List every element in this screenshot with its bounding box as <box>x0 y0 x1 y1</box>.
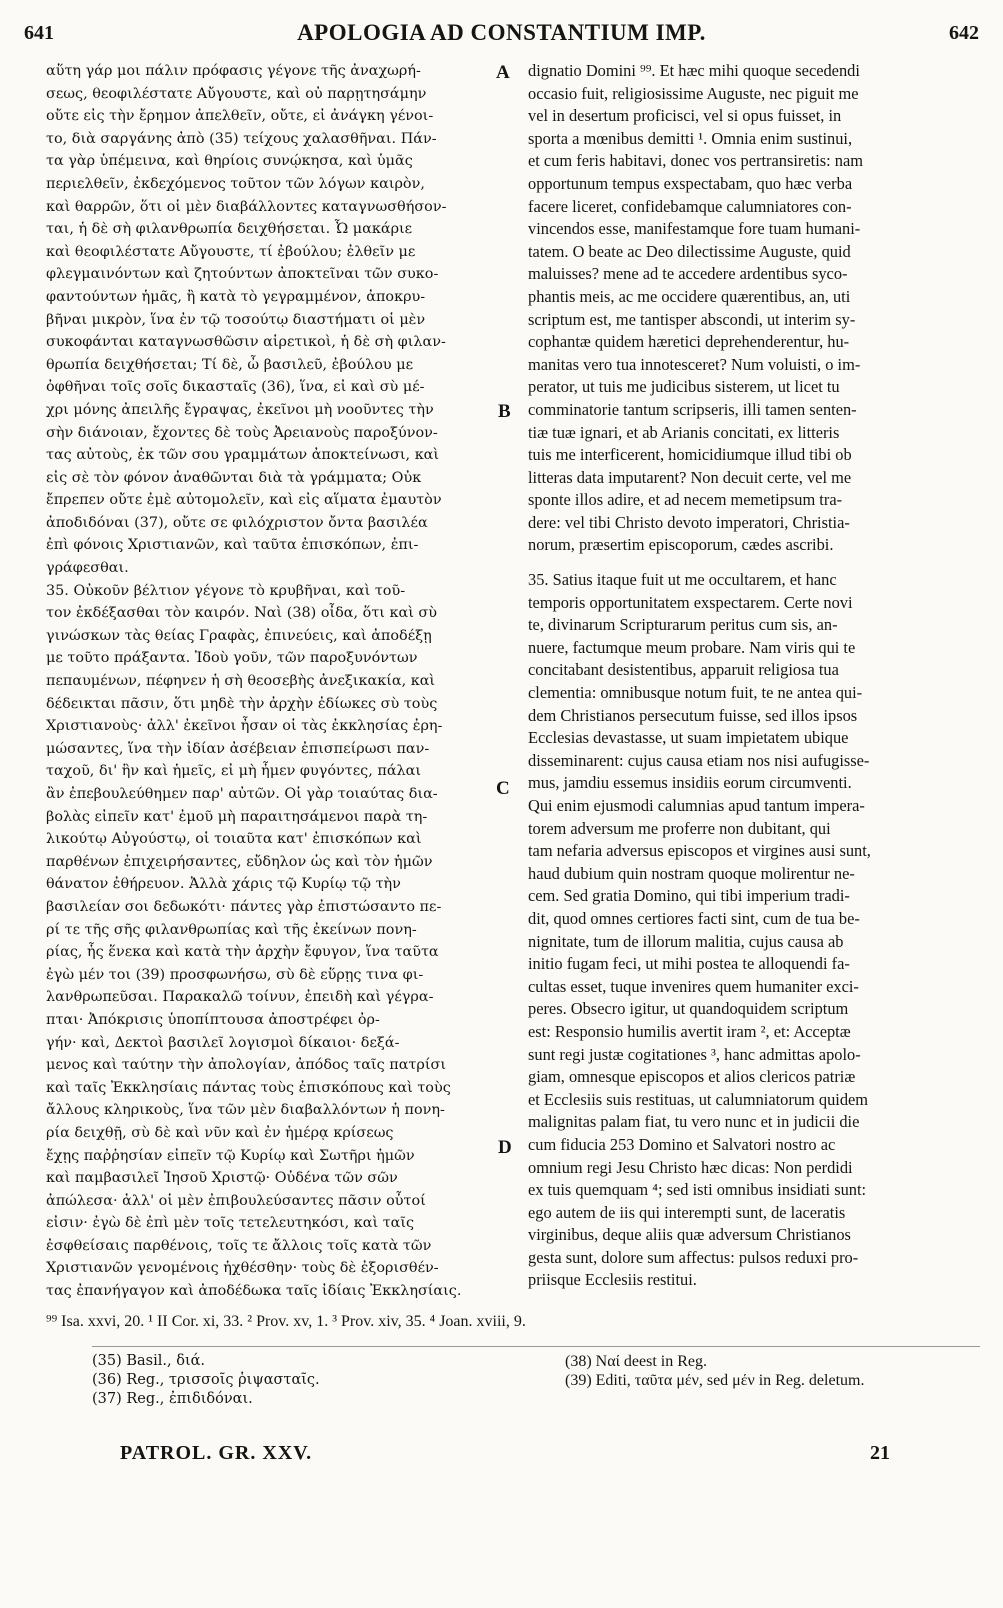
text-line: Χριστιανοὺς· ἀλλ' ἐκεῖνοι ἦσαν οἱ τὰς ἐκκλησίας ἐρη- <box>46 718 443 735</box>
text-line: μενος καὶ ταύτην τὴν ἀπολογίαν, ἀπόδος ταῖς πατρίσι <box>46 1057 446 1074</box>
text-line: concitabant desistentibus, apparuit religiosa tua <box>528 660 839 680</box>
text-line: καὶ παμβασιλεῖ Ἰησοῦ Χριστῷ· Οὐδένα τῶν σῶν <box>46 1170 398 1187</box>
variant-note: (36) Reg., τρισσοῖς ῥιψασταῖς. <box>92 1372 320 1388</box>
text-line: ἐγὼ μέν τοι (39) προσφωνήσω, σὺ δὲ εὕρῃς τινα φι- <box>46 966 424 983</box>
text-line: manitas vero tua innotesceret? Num voluisti, o im- <box>528 354 861 374</box>
text-line: 35. Οὐκοῦν βέλτιον γέγονε τὸ κρυβῆναι, καὶ τοῦ- <box>46 582 406 599</box>
text-line: Qui enim ejusmodi calumnias apud tantum impera- <box>528 796 865 815</box>
text-line: clementia: omnibusque notum fuit, te ne antea qui- <box>528 683 863 703</box>
text-line: ται, ἡ δὲ σὴ φιλανθρωπία δειχθήσεται. Ὦ μακάριε <box>46 221 413 238</box>
text-line: tatem. O beate ac Deo dilectissime Auguste, quid <box>528 241 851 261</box>
text-line: καὶ ταῖς Ἐκκλησίαις πάντας τοὺς ἐπισκόπους καὶ τοὺς <box>46 1079 451 1096</box>
text-line: sunt regi justæ cogitationes ³, hanc admittas apolo- <box>528 1044 861 1064</box>
text-line: δέδεικται πᾶσιν, ὅτι μηδὲ τὴν ἀρχὴν ἐδίωκες σὺ τοὺς <box>46 695 438 712</box>
text-line: παρθένων ἐπιχειρήσαντες, εὔδηλον ὡς καὶ τὸν ἡμῶν <box>46 853 433 870</box>
text-line: ὀφθῆναι τοῖς σοῖς δικασταῖς (36), ἵνα, εἰ καὶ σὺ μέ- <box>46 379 425 396</box>
text-line: καὶ θεοφιλέστατε Αὔγουστε, τί ἐβούλου; ἐλθεῖν με <box>46 243 416 260</box>
variant-note: (35) Basil., διά. <box>92 1353 206 1369</box>
text-line: Ecclesias devastasse, ut suam impietatem ubique <box>528 728 849 748</box>
text-line: τον ἐκδέξασθαι τὸν καιρόν. Ναὶ (38) οἶδα, ὅτι καὶ σὺ <box>46 605 437 622</box>
text-line: θάνατον ἐθήρευον. Ἀλλὰ χάρις τῷ Κυρίῳ τῷ τὴν <box>46 876 401 893</box>
text-line: dem Christianos persecutum fuisse, sed illos ipsos <box>528 705 858 725</box>
page-number-right: 642 <box>949 21 979 44</box>
text-line: γράφεσθαι. <box>46 560 129 577</box>
text-line: βασιλείαν σοι δεδωκότι· πάντες γὰρ ἐπιστώσαντο πε- <box>46 898 442 915</box>
text-line: φλεγμαινόντων καὶ ζητούντων ἀποκτεῖναι τῶν συκο- <box>46 266 439 283</box>
text-line: cophantæ quidem hæretici deprehenderentur, hu- <box>528 332 850 352</box>
text-line: αὕτη γάρ μοι πάλιν πρόφασις γέγονε τῆς ἀναχωρή- <box>46 63 421 79</box>
text-line: βολὰς εἰπεῖν κατ' ἐμοῦ μὴ παραιτησάμενοι παρὰ τη- <box>46 808 428 825</box>
text-line: nuere, factumque meum probare. Nam viris qui te <box>528 637 856 657</box>
text-line: initio fugam feci, ut mihi postea te alloquendi fa- <box>528 954 850 974</box>
text-line: γήν· καὶ, Δεκτοὶ βασιλεῖ λογισμοὶ δίκαιοι· δεξά- <box>46 1034 400 1051</box>
text-line: γινώσκων τὰς θείας Γραφὰς, ἐπινεύεις, καὶ ἀποδέξῃ <box>46 627 432 644</box>
text-line: σεως, θεοφιλέστατε Αὔγουστε, καὶ οὐ παρῃτησάμην <box>46 85 427 102</box>
text-line: οὔτε εἰς τὴν ἔρημον ἀπελθεῖν, οὔτε, εἰ ἀνάγκη γένοι- <box>46 108 434 125</box>
text-line: te, divinarum Scripturarum peritus cum sis, an- <box>528 615 838 635</box>
text-line: φαντούντων ἡμᾶς, ἢ κατὰ τὸ γεγραμμένον, ἀποκρυ- <box>46 288 426 305</box>
text-line: mus, jamdiu essemus insidiis eorum circumventi. <box>528 773 852 793</box>
text-line: ταχοῦ, δι' ἣν καὶ ἡμεῖς, εἰ μὴ ἦμεν φυγόντες, πάλαι <box>46 763 422 780</box>
text-line: εἰσιν· ἐγὼ δὲ ἐπὶ μὲν τοῖς τετελευτηκόσι, καὶ ταῖς <box>46 1215 415 1232</box>
text-line: ἐσφθείσαις παρθένοις, τοῖς τε ἄλλοις τοῖς κατὰ τῶν <box>46 1237 432 1254</box>
text-line: ἔχῃς παῤῥησίαν εἰπεῖν τῷ Κυρίῳ καὶ Σωτῆρι ἡμῶν <box>46 1147 415 1164</box>
text-line: ἄλλους κληρικοὺς, ἵνα τῶν μὲν διαβαλλόντων ἡ πονη- <box>46 1102 445 1119</box>
text-line: ρί τε τῆς σῆς φιλανθρωπίας καὶ τῆς ἐκείνων πονη- <box>46 921 417 938</box>
sheet-number: 21 <box>870 1441 890 1464</box>
text-line: temporis opportunitatem exspectarem. Certe novi <box>528 592 853 612</box>
text-line: θρωπία δειχθήσεται; Τί δὲ, ὦ βασιλεῦ, ἐβούλου με <box>46 356 414 373</box>
text-line: phantis meis, ac me occidere quærentibus, an, uti <box>528 286 851 306</box>
text-line: μώσαντες, ἵνα τὴν ἰδίαν ἀσέβειαν ἐπισπείρωσι παν- <box>46 740 430 757</box>
page-number-left: 641 <box>24 21 54 44</box>
text-line: priisque Ecclesiis restitui. <box>528 1270 697 1290</box>
notes-divider <box>92 1346 980 1347</box>
text-line: ἂν ἐπεβουλεύθημεν παρ' αὐτῶν. Οἱ γὰρ τοιαύτας δια- <box>46 786 438 802</box>
variant-note: (39) Editi, ταῦτα μέν, sed μέν in Reg. deletum. <box>565 1372 865 1389</box>
text-line: ego autem de iis qui interempti sunt, de laceratis <box>528 1202 846 1222</box>
text-line: tuis me interficerent, homicidiumque illud tibi ob <box>528 445 852 465</box>
text-line: ἀπώλεσα· ἀλλ' οἱ μὲν ἐπιβουλεύσαντες πᾶσιν οὗτοί <box>46 1192 426 1209</box>
text-line: perator, ut tuis me judicibus sisterem, ut licet tu <box>528 377 840 397</box>
text-line: dignatio Domini ⁹⁹. Et hæc mihi quoque secedendi <box>528 61 860 80</box>
text-line: λανθρωπεῦσαι. Παρακαλῶ τοίνυν, ἐπειδὴ καὶ γέγρα- <box>46 989 434 1006</box>
running-header <box>24 18 979 48</box>
text-line: τα γὰρ ὑπέμεινα, καὶ θηρίοις συνῴκησα, καὶ ὑμᾶς <box>46 153 413 170</box>
margin-letter-c: C <box>496 778 510 799</box>
scripture-notes: ⁹⁹ Isa. xxvi, 20. ¹ II Cor. xi, 33. ² Prov. xv, 1. ³ Prov. xiv, 35. ⁴ Joan. xviii, 9. <box>46 1313 526 1330</box>
text-line: haud dubium quin nostram quoque molirentur ne- <box>528 863 855 883</box>
text-line: dere: vel tibi Christo devoto imperatori, Christia- <box>528 512 850 532</box>
text-line: cem. Sed gratia Domino, qui tibi imperium tradi- <box>528 886 850 906</box>
paragraph-gap <box>528 557 980 569</box>
text-line: disseminarent: cujus causa etiam nos nisi aufugisse- <box>528 750 870 770</box>
variant-notes-right <box>565 1352 985 1390</box>
text-line: 35. Satius itaque fuit ut me occultarem, et hanc <box>528 570 837 590</box>
text-line: et Ecclesiis suis restituas, ut calumniatorum quidem <box>528 1089 869 1109</box>
text-line: et cum feris habitavi, donec vos pertransiretis: nam <box>528 151 863 171</box>
text-line: omnium regi Jesu Christo hæc dicas: Non perdidi <box>528 1157 853 1177</box>
text-line: ρίας, ἧς ἕνεκα καὶ κατὰ τὴν ἀρχὴν ἔφυγον, ἵνα ταῦτα <box>46 944 439 961</box>
text-line: ex tuis quemquam ⁴; sed isti omnibus insidiati sunt: <box>528 1180 867 1200</box>
text-line: opportunum tempus exspectabam, quo hæc verba <box>528 173 853 193</box>
text-line: occasio fuit, religiosissime Auguste, nec piguit me <box>528 83 859 103</box>
text-line: vel in desertum proficisci, vel si opus fuisset, in <box>528 106 842 126</box>
text-line: peres. Obsecro igitur, ut quandoquidem scriptum <box>528 999 849 1019</box>
text-line: Χριστιανῶν γενομένοις ἠχθέσθην· τοὺς δὲ ἐξορισθέν- <box>46 1260 439 1277</box>
text-line: cultas esset, tuque invenires quem humaniter exci- <box>528 976 859 996</box>
text-line: litteras data imputarent? Non decuit certe, vel me <box>528 467 852 487</box>
text-line: ἔπρεπεν οὔτε ἐμὲ αὐτομολεῖν, καὶ εἰς αἵματα ἐμαυτὸν <box>46 492 442 509</box>
text-line: nignitate, tum de illorum malitia, cujus causa ab <box>528 931 844 951</box>
text-line: ρία δειχθῇ, σὺ δὲ καὶ νῦν καὶ ἐν ἡμέρᾳ κρίσεως <box>46 1124 394 1141</box>
text-line: vincendos esse, manifestamque fore tuam humani- <box>528 219 861 239</box>
text-line: σὴν διάνοιαν, ἔχοντες δὲ τοὺς Ἀρειανοὺς παροξύνον- <box>46 424 438 441</box>
text-line: torem adversum me proferre non dubitant, qui <box>528 818 831 838</box>
text-line: πται· Ἀπόκρισις ὑποπίπτουσα ἀποστρέφει ὀρ- <box>46 1011 380 1028</box>
text-line: το, διὰ σαργάνης ἀπὸ (35) τείχους χαλασθῆναι. Πάν- <box>46 130 437 147</box>
variant-notes-left <box>92 1352 532 1409</box>
margin-letter-a: A <box>496 62 510 83</box>
text-line: sponte illos adire, et ad necem memetipsum tra- <box>528 490 843 510</box>
text-line: βῆναι μικρὸν, ἵνα ἐν τῷ τοσούτῳ διαστήματι οἱ μὲν <box>46 311 426 328</box>
greek-text-column <box>46 60 490 1303</box>
page-footer <box>120 1435 890 1471</box>
latin-text-column <box>528 60 980 1292</box>
text-line: scriptum est, me tantisper abscondi, ut interim sy- <box>528 309 856 329</box>
text-line: giam, omnesque episcopos et alios clericos patriæ <box>528 1067 856 1087</box>
text-line: εἰς σὲ τὸν φόνον ἀναθῶνται διὰ τὰ γράμματα; Οὐκ <box>46 469 422 486</box>
margin-letter-d: D <box>498 1137 512 1158</box>
text-line: tam nefaria adversus episcopos et virgines ausi sunt, <box>528 841 871 861</box>
text-line: tiæ tuæ ignari, et ab Arianis concitati, ex litteris <box>528 422 840 442</box>
text-line: facere liceret, confidebamque calumniatores con- <box>528 196 852 216</box>
volume-signature: PATROL. GR. XXV. <box>120 1441 313 1464</box>
text-line: πεπαυμένων, πέφηνεν ἡ σὴ θεοσεβὴς ἀνεξικακία, καὶ <box>46 673 436 690</box>
text-line: sporta a mœnibus demitti ¹. Omnia enim sustinui, <box>528 128 853 148</box>
text-line: τας ἐπανήγαγον καὶ ἀποδέδωκα ταῖς ἰδίαις Ἐκκλησίαις. <box>46 1283 462 1300</box>
text-line: maluisses? mene ad te accedere ardentibus syco- <box>528 264 848 284</box>
text-line: norum, præsertim episcoporum, cædes ascribi. <box>528 535 834 555</box>
text-line: τας αὐτοὺς, ἐκ τῶν σου γραμμάτων ἀποκτείνωσι, καὶ <box>46 447 440 464</box>
text-line: est: Responsio humilis avertit iram ², et: Acceptæ <box>528 1021 851 1041</box>
text-line: περιελθεῖν, ἐκδεχόμενος τοῦτον τῶν λόγων καιρὸν, <box>46 175 425 192</box>
text-line: cum fiducia 253 Domino et Salvatori nostro ac <box>528 1134 836 1154</box>
text-line: malignitas palam fiat, tu vero nunc et in judicii die <box>528 1112 860 1132</box>
text-line: με τοῦτο πράξαντα. Ἰδοὺ γοῦν, τῶν παροξυνόντων <box>46 650 418 667</box>
text-line: comminatorie tantum scripseris, illi tamen senten- <box>528 399 857 419</box>
running-title: APOLOGIA AD CONSTANTIUM IMP. <box>297 20 706 45</box>
text-line: dit, quod omnes certiores facti sint, cum de tua be- <box>528 908 860 928</box>
text-line: καὶ θαρρῶν, ὅτι οἱ μὲν διαβάλλοντες καταγνωσθήσον- <box>46 198 447 215</box>
variant-note: (37) Reg., ἐπιδιδόναι. <box>92 1391 253 1407</box>
margin-letter-b: B <box>498 401 511 422</box>
text-line: gesta sunt, dolore sum affectus: pulsos reduxi pro- <box>528 1247 859 1267</box>
variant-note: (38) Ναί deest in Reg. <box>565 1353 707 1370</box>
text-line: λικούτῳ Αὐγούστῳ, οἱ τοιαῦτα κατ' ἐπισκόπων καὶ <box>46 831 422 848</box>
text-line: virginibus, deque aliis quæ adversum Christianos <box>528 1225 851 1245</box>
text-line: χρι μόνης ἀπειλῆς ἔγραψας, ἐκεῖνοι μὴ νοοῦντες τὴν <box>46 401 434 418</box>
text-line: ἐπὶ φόνοις Χριστιανῶν, καὶ ταῦτα ἐπισκόπων, ἐπι- <box>46 537 419 554</box>
text-line: συκοφάνται καταγνωσθῶσιν αἱρετικοὶ, ἡ δὲ σὴ φιλαν- <box>46 334 446 351</box>
text-line: ἀποδιδόναι (37), οὔτε σε φιλόχριστον ὄντα βασιλέα <box>46 514 428 531</box>
